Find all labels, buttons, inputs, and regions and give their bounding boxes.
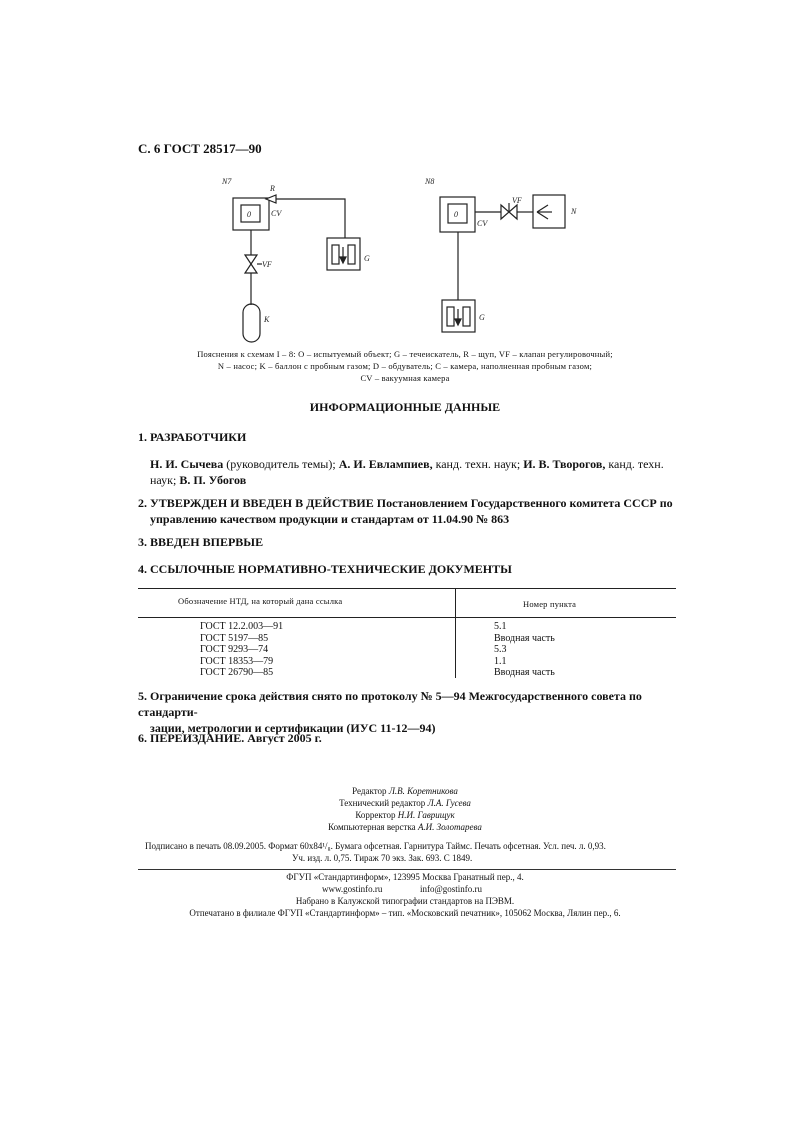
table-col1-header: Обозначение НТД, на который дана ссылка: [178, 596, 343, 606]
table-header-rule: [138, 617, 676, 618]
n7-probe: [266, 195, 276, 203]
table-col-docs: [200, 621, 283, 679]
credit-tech-editor: Технический редактор Л.А. Гусева: [339, 798, 471, 808]
svg-text:G: G: [364, 254, 370, 263]
svg-text:R: R: [270, 184, 275, 193]
table-row: 1.1: [494, 655, 507, 667]
footer-rule: [138, 869, 676, 870]
table-row: Вводная часть: [494, 632, 555, 644]
publisher-line-1: ФГУП «Стандартинформ», 123995 Москва Гранатный пер., 4.: [286, 872, 524, 882]
table-column-rule: [455, 588, 456, 678]
publisher-line-3: Набрано в Калужской типографии стандартов на ПЭВМ.: [295, 896, 515, 906]
caption-line-3: CV – вакуумная камера: [360, 373, 450, 383]
publisher-email: info@gostinfo.ru: [420, 884, 483, 894]
svg-text:G: G: [479, 313, 485, 322]
svg-text:N: N: [571, 207, 577, 216]
s2-text: 2. УТВЕРЖДЕН И ВВЕДЕН В ДЕЙСТВИЕ Постановлением Государственного комитета СССР по управлению качеством продукции и стандартам от 11.04.90 № 863: [138, 496, 673, 526]
s4-heading: 4. ССЫЛОЧНЫЕ НОРМАТИВНО-ТЕХНИЧЕСКИЕ ДОКУМЕНТЫ: [138, 562, 512, 576]
caption-line-1: Пояснения к схемам I – 8: O – испытуемый объект; G – течеискатель, R – щуп, VF – клапан регулировочный;: [197, 349, 613, 359]
table-col-items: [494, 621, 555, 679]
s3-heading: 3. ВВЕДЕН ВПЕРВЫЕ: [138, 535, 264, 549]
table-row: ГОСТ 9293—74: [200, 644, 269, 655]
table-row: ГОСТ 26790—85: [200, 667, 274, 678]
credit-corrector: Корректор Н.И. Гаврищук: [355, 810, 455, 820]
svg-text:0: 0: [454, 210, 458, 219]
svg-text:K: K: [264, 315, 270, 324]
diagram-n8: [424, 177, 577, 332]
n7-valve: [245, 255, 257, 264]
svg-text:CV: CV: [271, 209, 282, 218]
svg-text:VF: VF: [512, 196, 522, 205]
n8-title: N8: [425, 177, 435, 186]
table-top-rule: [138, 588, 676, 589]
diagram-n7: [221, 177, 370, 342]
table-row: 5.3: [494, 644, 507, 655]
svg-text:CV: CV: [477, 219, 488, 228]
s5-text: 5. Ограничение срока действия снято по протоколу № 5—94 Межгосударственного совета по стандарти- зации, метрологии и сертификации (ИУС 11-12—94): [138, 689, 642, 735]
table-row: Вводная часть: [494, 667, 555, 678]
credit-editor: Редактор Л.В. Коретникова: [352, 786, 458, 796]
section-title: ИНФОРМАЦИОННЫЕ ДАННЫЕ: [309, 400, 501, 414]
schematic-diagrams: [0, 0, 794, 345]
n7-chamber: [233, 198, 269, 230]
table-row: ГОСТ 5197—85: [200, 632, 269, 644]
s6-heading: 6. ПЕРЕИЗДАНИЕ. Август 2005 г.: [138, 731, 322, 745]
n7-gas-cylinder: [243, 304, 260, 342]
svg-text:VF: VF: [262, 260, 272, 269]
table-row: ГОСТ 18353—79: [200, 655, 274, 667]
table-row: ГОСТ 12.2.003—91: [200, 621, 284, 632]
caption-line-2: N – насос; K – баллон с пробным газом; D – обдуватель; C – камера, наполненная пробным газом;: [217, 361, 593, 371]
n7-title: N7: [222, 177, 232, 186]
imprint-line-2: Уч. изд. л. 0,75. Тираж 70 экз. Зак. 693. С 1849.: [292, 853, 473, 863]
s1-heading: 1. РАЗРАБОТЧИКИ: [138, 430, 247, 444]
publisher-line-4: Отпечатано в филиале ФГУП «Стандартинформ» – тип. «Московский печатник», 105062 Москва, Лялин пер., 6.: [189, 908, 621, 918]
credit-layout: Компьютерная верстка А.И. Золотарева: [328, 822, 482, 832]
n8-valve: [501, 205, 509, 219]
svg-text:0: 0: [247, 210, 251, 219]
page-header: С. 6 ГОСТ 28517—90: [138, 141, 262, 156]
table-row: 5.1: [494, 621, 507, 632]
table-col2-header: Номер пункта: [523, 599, 577, 609]
s1-body: Н. И. Сычева (руководитель темы); А. И. Евлампиев, канд. техн. наук; И. В. Творогов, канд. техн. наук; В. П. Убогов: [150, 457, 664, 487]
imprint-line-1: Подписано в печать 08.09.2005. Формат 60x84¹/₈. Бумага офсетная. Гарнитура Таймс. Печать офсетная. Усл. печ. л. 0,93.: [145, 841, 606, 851]
publisher-website: www.gostinfo.ru: [322, 884, 383, 894]
